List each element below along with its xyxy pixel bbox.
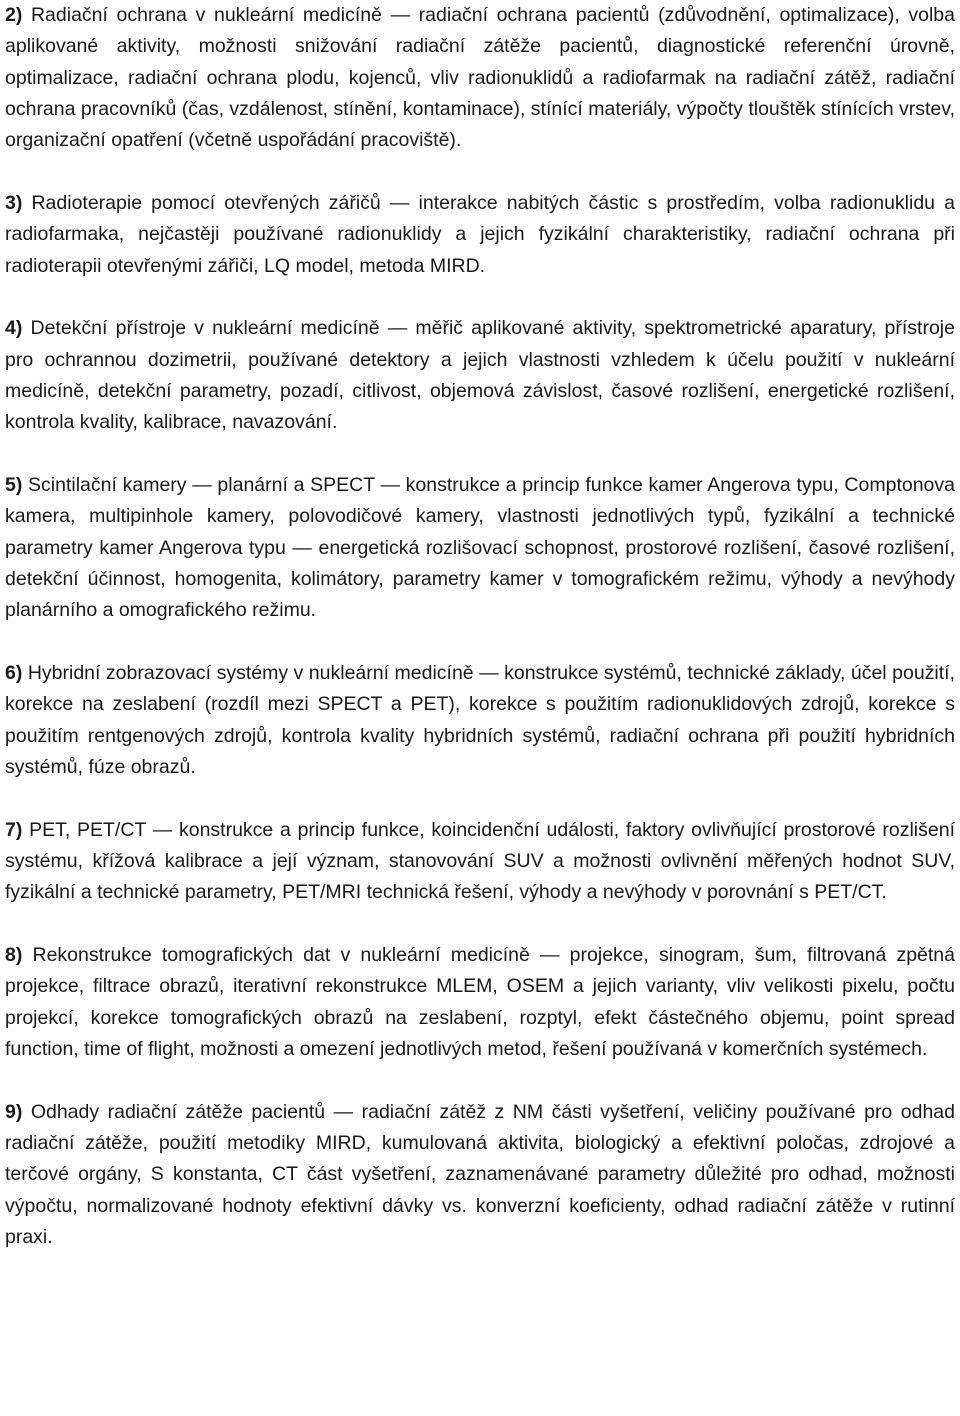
section-8 bbox=[5, 940, 955, 1065]
section-number: 5) bbox=[5, 474, 23, 497]
section-text: PET, PET/CT — konstrukce a princip funkce, koincidenční události, faktory ovlivňující prostorové rozlišení systému, křížová kalibrace a její význam, stanovování SUV a možnosti ovlivnění měřených hodnot SUV, fyzikální a technické parametry, PET/MRI technická řešení, výhody a nevýhody v porovnání s PET/CT. bbox=[5, 818, 955, 904]
section-5 bbox=[5, 470, 955, 626]
section-9 bbox=[5, 1097, 955, 1253]
section-6 bbox=[5, 658, 955, 783]
section-number: 4) bbox=[5, 317, 23, 340]
section-number: 3) bbox=[5, 191, 23, 214]
section-7 bbox=[5, 815, 955, 909]
section-4 bbox=[5, 313, 955, 438]
section-text: Rekonstrukce tomografických dat v nukleární medicíně — projekce, sinogram, šum, filtrovaná zpětná projekce, filtrace obrazů, iterativní rekonstrukce MLEM, OSEM a jejich varianty, vliv velikosti pixelu, počtu projekcí, korekce tomografických obrazů na zeslabení, rozptyl, efekt částečného objemu, point spread function, time of flight, možnosti a omezení jednotlivých metod, řešení používaná v komerčních systémech. bbox=[5, 944, 955, 1061]
section-text: Radioterapie pomocí otevřených zářičů — interakce nabitých částic s prostředím, volba radionuklidu a radiofarmaka, nejčastěji používané radionuklidy a jejich fyzikální charakteristiky, radiační ochrana při radioterapii otevřenými zářiči, LQ model, metoda MIRD. bbox=[5, 191, 955, 277]
section-3 bbox=[5, 188, 955, 282]
section-number: 8) bbox=[5, 944, 23, 967]
section-number: 9) bbox=[5, 1100, 23, 1123]
document-page bbox=[5, 0, 955, 1285]
section-number: 7) bbox=[5, 818, 23, 841]
section-text: Odhady radiační zátěže pacientů — radiační zátěž z NM části vyšetření, veličiny používané pro odhad radiační zátěže, použití metodiky MIRD, kumulovaná aktivita, biologický a efektivní poločas, zdrojové a terčové orgány, S konstanta, CT část vyšetření, zaznamenávané parametry důležité pro odhad, možnosti výpočtu, normalizované hodnoty efektivní dávky vs. konverzní koeficienty, odhad radiační zátěže v rutinní praxi. bbox=[5, 1100, 955, 1248]
section-number: 6) bbox=[5, 662, 23, 685]
section-text: Radiační ochrana v nukleární medicíně — radiační ochrana pacientů (zdůvodnění, optimalizace), volba aplikované aktivity, možnosti snižování radiační zátěže pacientů, diagnostické referenční úrovně, optimalizace, radiační ochrana plodu, kojenců, vliv radionuklidů a radiofarmak na radiační zátěž, radiační ochrana pracovníků (čas, vzdálenost, stínění, kontaminace), stínící materiály, výpočty tlouštěk stínících vrstev, organizační opatření (včetně uspořádání pracoviště). bbox=[5, 4, 955, 152]
section-text: Detekční přístroje v nukleární medicíně — měřič aplikované aktivity, spektrometrické aparatury, přístroje pro ochrannou dozimetrii, používané detektory a jejich vlastnosti vzhledem k účelu použití v nukleární medicíně, detekční parametry, pozadí, citlivost, objemová závislost, časové rozlišení, energetické rozlišení, kontrola kvality, kalibrace, navazování. bbox=[5, 317, 955, 434]
section-2 bbox=[5, 0, 955, 156]
section-text: Hybridní zobrazovací systémy v nukleární medicíně — konstrukce systémů, technické základy, účel použití, korekce na zeslabení (rozdíl mezi SPECT a PET), korekce s použitím radionuklidových zdrojů, korekce s použitím rentgenových zdrojů, kontrola kvality hybridních systémů, radiační ochrana při použití hybridních systémů, fúze obrazů. bbox=[5, 662, 955, 778]
section-text: Scintilační kamery — planární a SPECT — konstrukce a princip funkce kamer Angerova typu, Comptonova kamera, multipinhole kamery, polovodičové kamery, vlastnosti jednotlivých typů, fyzikální a technické parametry kamer Angerova typu — energetická rozlišovací schopnost, prostorové rozlišení, časové rozlišení, detekční účinnost, homogenita, kolimátory, parametry kamer v tomografickém režimu, výhody a nevýhody planárního a omografického režimu. bbox=[5, 474, 955, 622]
section-number: 2) bbox=[5, 4, 23, 26]
